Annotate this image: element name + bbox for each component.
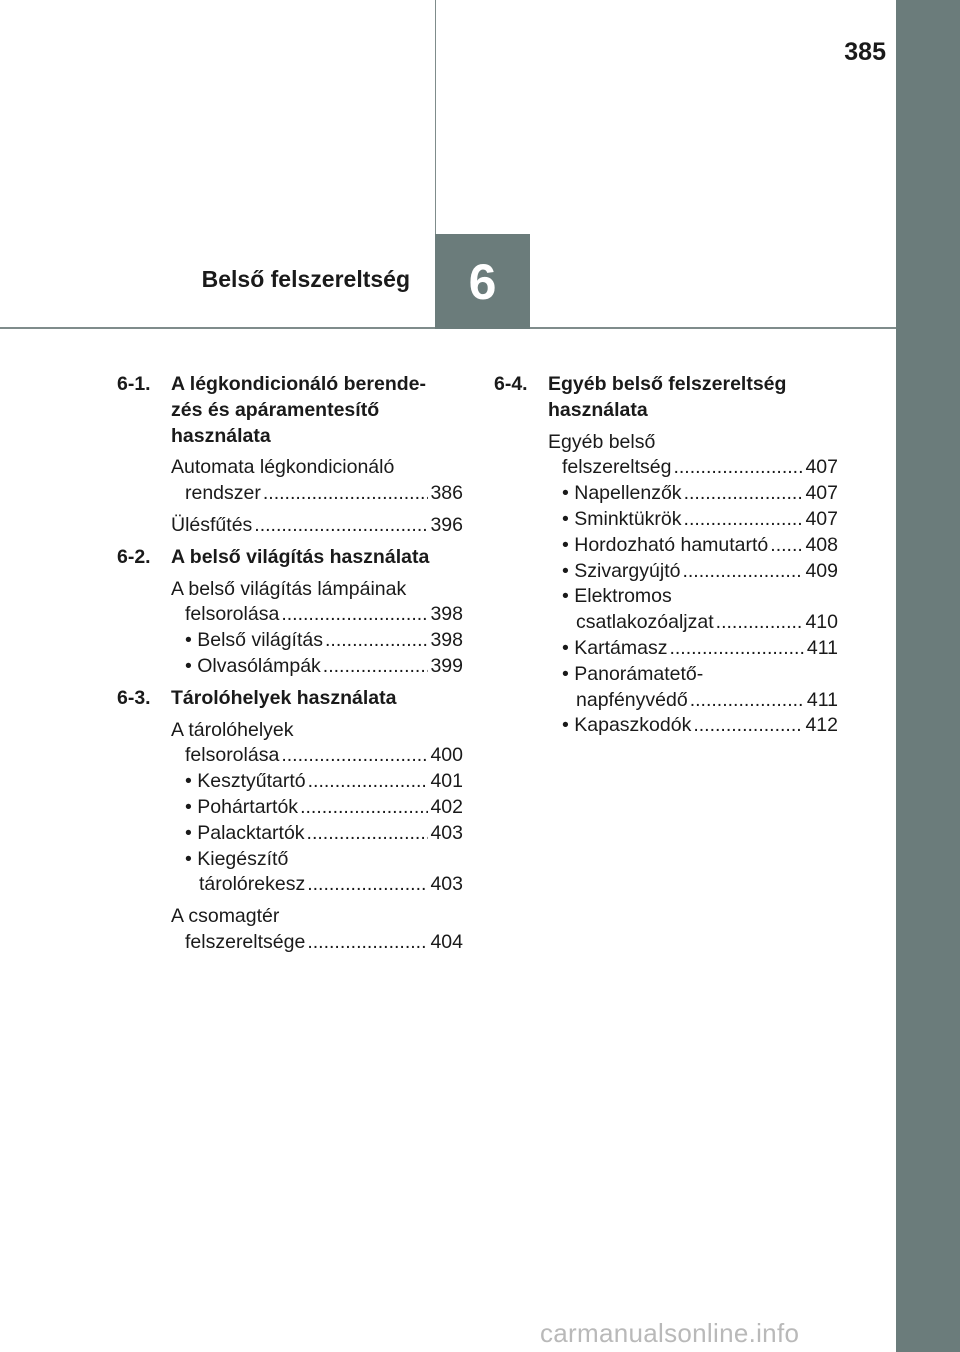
page-ref: 398 [430, 629, 463, 652]
page-ref: 386 [430, 482, 463, 505]
section-title: A belső világítás használata [171, 545, 430, 568]
toc-section-6-3[interactable] [117, 686, 463, 712]
section-number: 6-2. [117, 545, 151, 568]
toc-bullet-item[interactable]: • Panorámatető- napfényvédő ..... 411 [562, 662, 838, 714]
section-number: 6-3. [117, 686, 151, 709]
page-ref: 402 [430, 795, 463, 818]
section-number: 6-4. [494, 373, 528, 395]
page-ref: 411 [806, 688, 838, 711]
page-ref: 401 [430, 770, 463, 793]
toc-bullet-list [185, 628, 463, 680]
page-number: 385 [844, 38, 886, 66]
toc-bullet-item[interactable]: • Kapaszkodók ..... 412 [562, 713, 838, 739]
toc-section-6-4[interactable] [494, 372, 838, 424]
toc-entry[interactable]: Automata légkondicionáló rendszer ..... 386 [171, 455, 463, 507]
toc-bullet-item[interactable]: • Belső világítás ..... 398 [185, 628, 463, 654]
chapter-sidebar-band [896, 0, 960, 1352]
section-title: Egyéb belső felszereltség használata [548, 373, 787, 421]
toc-bullet-item[interactable]: • Pohártartók ..... 402 [185, 795, 463, 821]
page-ref: 410 [805, 611, 838, 634]
page-ref: 407 [805, 482, 838, 505]
chapter-title: Belső felszereltség [201, 266, 410, 292]
page-ref: 409 [805, 559, 838, 582]
watermark: carmanualsonline.info [540, 1318, 800, 1348]
page-ref: 396 [430, 513, 463, 536]
toc-bullet-list [562, 481, 838, 739]
toc-section-6-2[interactable] [117, 545, 463, 571]
page-ref: 404 [430, 930, 463, 953]
page-ref: 400 [430, 744, 463, 767]
section-title: Tárolóhelyek használata [171, 686, 397, 709]
page-ref: 399 [430, 654, 463, 677]
page-ref: 403 [430, 821, 463, 844]
toc-left-column [117, 372, 463, 962]
toc-bullet-item[interactable]: • Sminktükrök ..... 407 [562, 507, 838, 533]
section-number: 6-1. [117, 373, 151, 395]
toc-entry[interactable]: Egyéb belső felszereltség ..... 407 [548, 430, 838, 482]
toc-bullet-list [185, 769, 463, 898]
page-ref: 407 [805, 456, 838, 479]
toc-entry[interactable]: A tárolóhelyek felsorolása ..... 400 [171, 718, 463, 770]
toc-bullet-item[interactable]: • Elektromos csatlakozóaljzat ..... 410 [562, 584, 838, 636]
toc-bullet-item[interactable]: • Napellenzők ..... 407 [562, 481, 838, 507]
page-ref: 398 [430, 603, 463, 626]
toc-bullet-item[interactable]: • Olvasólámpák ..... 399 [185, 654, 463, 680]
toc-section-6-1[interactable] [117, 372, 463, 449]
toc-entry[interactable]: A belső világítás lámpáinak felsorolása ..... 398 [171, 577, 463, 629]
toc-bullet-item[interactable]: • Kesztyűtartó ..... 401 [185, 769, 463, 795]
toc-bullet-item[interactable]: • Szivargyújtó ..... 409 [562, 559, 838, 585]
section-title: A légkondicionáló berende- zés és apáramentesítő használata [171, 373, 426, 447]
toc-bullet-item[interactable]: • Hordozható hamutartó ..... 408 [562, 533, 838, 559]
toc-entry[interactable]: A csomagtér felszereltsége ..... 404 [171, 904, 463, 956]
page-ref: 407 [805, 507, 838, 530]
page-ref: 412 [805, 714, 838, 737]
chapter-number-box: 6 [435, 234, 530, 329]
toc-bullet-item[interactable]: • Kiegészítő tárolórekesz ..... 403 [185, 847, 463, 899]
vertical-rule [435, 0, 436, 234]
toc-right-column [494, 372, 838, 745]
toc-bullet-item[interactable]: • Palacktartók ..... 403 [185, 821, 463, 847]
page-ref: 408 [805, 533, 838, 556]
toc-entry[interactable]: Ülésfűtés ..... 396 [171, 513, 463, 539]
page-ref: 403 [430, 873, 463, 896]
page-ref: 411 [806, 636, 838, 659]
toc-bullet-item[interactable]: • Kartámasz ..... 411 [562, 636, 838, 662]
